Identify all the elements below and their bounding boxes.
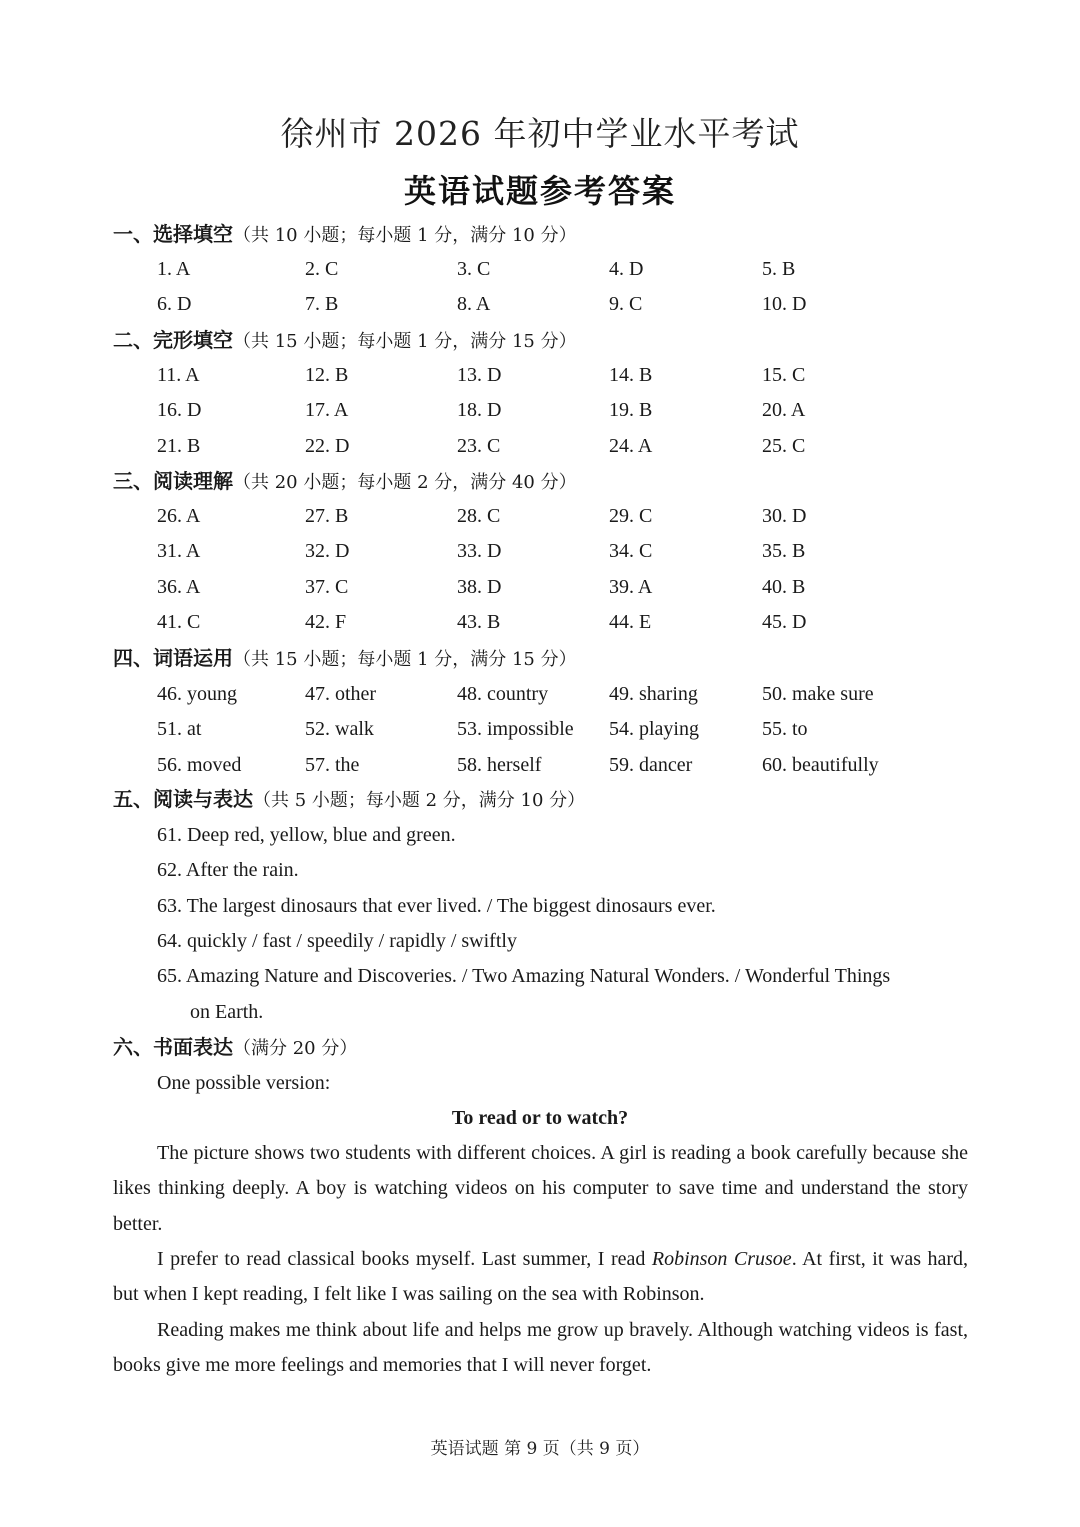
- answer-cell: 58. herself: [457, 753, 542, 776]
- answer-62: 62. After the rain.: [157, 859, 299, 881]
- answer-65-continued: on Earth.: [190, 1001, 264, 1023]
- answer-cell: 8. A: [457, 293, 491, 316]
- answer-cell: 50. make sure: [762, 683, 874, 705]
- answer-cell: 60. beautifully: [762, 753, 879, 776]
- answer-cell: 7. B: [305, 293, 339, 316]
- answer-cell: 4. D: [609, 258, 644, 280]
- answer-cell: 38. D: [457, 575, 502, 598]
- answer-cell: 23. C: [457, 434, 501, 457]
- answer-cell: 24. A: [609, 434, 653, 457]
- answer-cell: 56. moved: [157, 753, 242, 776]
- answer-cell: 44. E: [609, 611, 652, 634]
- answer-cell: 46. young: [157, 683, 237, 705]
- book-title: Robinson Crusoe: [651, 1248, 792, 1270]
- answer-cell: 40. B: [762, 575, 806, 598]
- answer-cell: 27. B: [305, 505, 349, 527]
- section-heading-1: 一、选择填空（共 10 小题；每小题 1 分，满分 10 分）: [113, 222, 577, 246]
- answer-cell: 35. B: [762, 540, 806, 563]
- answer-cell: 12. B: [305, 364, 349, 386]
- answer-cell: 20. A: [762, 399, 806, 422]
- answer-cell: 16. D: [157, 399, 202, 422]
- section-heading-5: 五、阅读与表达（共 5 小题；每小题 2 分，满分 10 分）: [113, 787, 586, 811]
- answer-cell: 45. D: [762, 611, 807, 634]
- answer-63: 63. The largest dinosaurs that ever lived. / The biggest dinosaurs ever.: [157, 895, 716, 917]
- answer-cell: 13. D: [457, 364, 502, 386]
- answer-65: 65. Amazing Nature and Discoveries. / Two Amazing Natural Wonders. / Wonderful Things: [157, 965, 891, 987]
- answer-cell: 31. A: [157, 540, 201, 563]
- answer-cell: 43. B: [457, 611, 501, 634]
- answer-cell: 49. sharing: [609, 683, 698, 705]
- answer-cell: 26. A: [157, 505, 201, 527]
- answer-cell: 30. D: [762, 505, 807, 527]
- section-heading-6: 六、书面表达（满分 20 分）: [113, 1035, 358, 1059]
- answer-cell: 41. C: [157, 611, 201, 634]
- answer-cell: 57. the: [305, 753, 360, 776]
- answer-cell: 28. C: [457, 505, 501, 527]
- answer-cell: 11. A: [157, 364, 200, 386]
- answer-cell: 19. B: [609, 399, 653, 422]
- answer-cell: 34. C: [609, 540, 653, 563]
- answer-cell: 17. A: [305, 399, 349, 422]
- answer-cell: 47. other: [305, 683, 377, 705]
- essay-intro: One possible version:: [157, 1072, 331, 1094]
- answer-cell: 2. C: [305, 258, 339, 280]
- page-footer: 英语试题 第 9 页（共 9 页）: [430, 1439, 650, 1459]
- answer-cell: 48. country: [457, 683, 549, 705]
- answer-cell: 6. D: [157, 293, 192, 316]
- answer-cell: 21. B: [157, 434, 201, 457]
- answer-cell: 42. F: [305, 611, 347, 634]
- answer-cell: 5. B: [762, 258, 796, 280]
- answer-cell: 39. A: [609, 575, 653, 598]
- answer-cell: 1. A: [157, 258, 191, 280]
- answer-cell: 55. to: [762, 718, 808, 741]
- answer-cell: 29. C: [609, 505, 653, 527]
- answer-cell: 37. C: [305, 575, 349, 598]
- answer-cell: 53. impossible: [457, 718, 574, 741]
- essay-paragraph-3: Reading makes me think about life and helps me grow up bravely. Although watching videos is fast, books give me more feelings and memories that I will never forget.: [113, 1319, 968, 1377]
- answer-cell: 14. B: [609, 364, 653, 386]
- answer-cell: 25. C: [762, 434, 806, 457]
- answer-cell: 54. playing: [609, 718, 699, 741]
- answer-cell: 52. walk: [305, 718, 374, 741]
- answer-61: 61. Deep red, yellow, blue and green.: [157, 824, 456, 846]
- answer-cell: 9. C: [609, 293, 643, 316]
- exam-title: 徐州市 2026 年初中学业水平考试: [280, 114, 800, 153]
- section-heading-2: 二、完形填空（共 15 小题；每小题 1 分，满分 15 分）: [113, 328, 577, 352]
- answer-cell: 22. D: [305, 434, 350, 457]
- answer-key-title: 英语试题参考答案: [403, 172, 676, 210]
- essay-paragraph-2: I prefer to read classical books myself. Last summer, I read Robinson Crusoe. At first, it was hard, but when I kept reading, I felt like I was sailing on the sea with Robinson.: [113, 1248, 969, 1306]
- answer-cell: 33. D: [457, 540, 502, 563]
- essay-paragraph-1: The picture shows two students with different choices. A girl is reading a book carefully because she likes thinking deeply. A boy is watching videos on his computer to save time and understand the story better.: [113, 1142, 968, 1235]
- answer-cell: 36. A: [157, 575, 201, 598]
- answer-cell: 32. D: [305, 540, 350, 563]
- answer-cell: 59. dancer: [609, 753, 693, 776]
- answer-cell: 15. C: [762, 364, 806, 386]
- section-heading-4: 四、词语运用（共 15 小题；每小题 1 分，满分 15 分）: [113, 646, 577, 670]
- answer-cell: 51. at: [157, 718, 202, 741]
- essay-title: To read or to watch?: [451, 1107, 629, 1129]
- answer-cell: 18. D: [457, 399, 502, 422]
- answer-cell: 3. C: [457, 258, 491, 280]
- answer-cell: 10. D: [762, 293, 807, 316]
- answer-64: 64. quickly / fast / speedily / rapidly / swiftly: [157, 930, 517, 952]
- section-heading-3: 三、阅读理解（共 20 小题；每小题 2 分，满分 40 分）: [113, 469, 577, 493]
